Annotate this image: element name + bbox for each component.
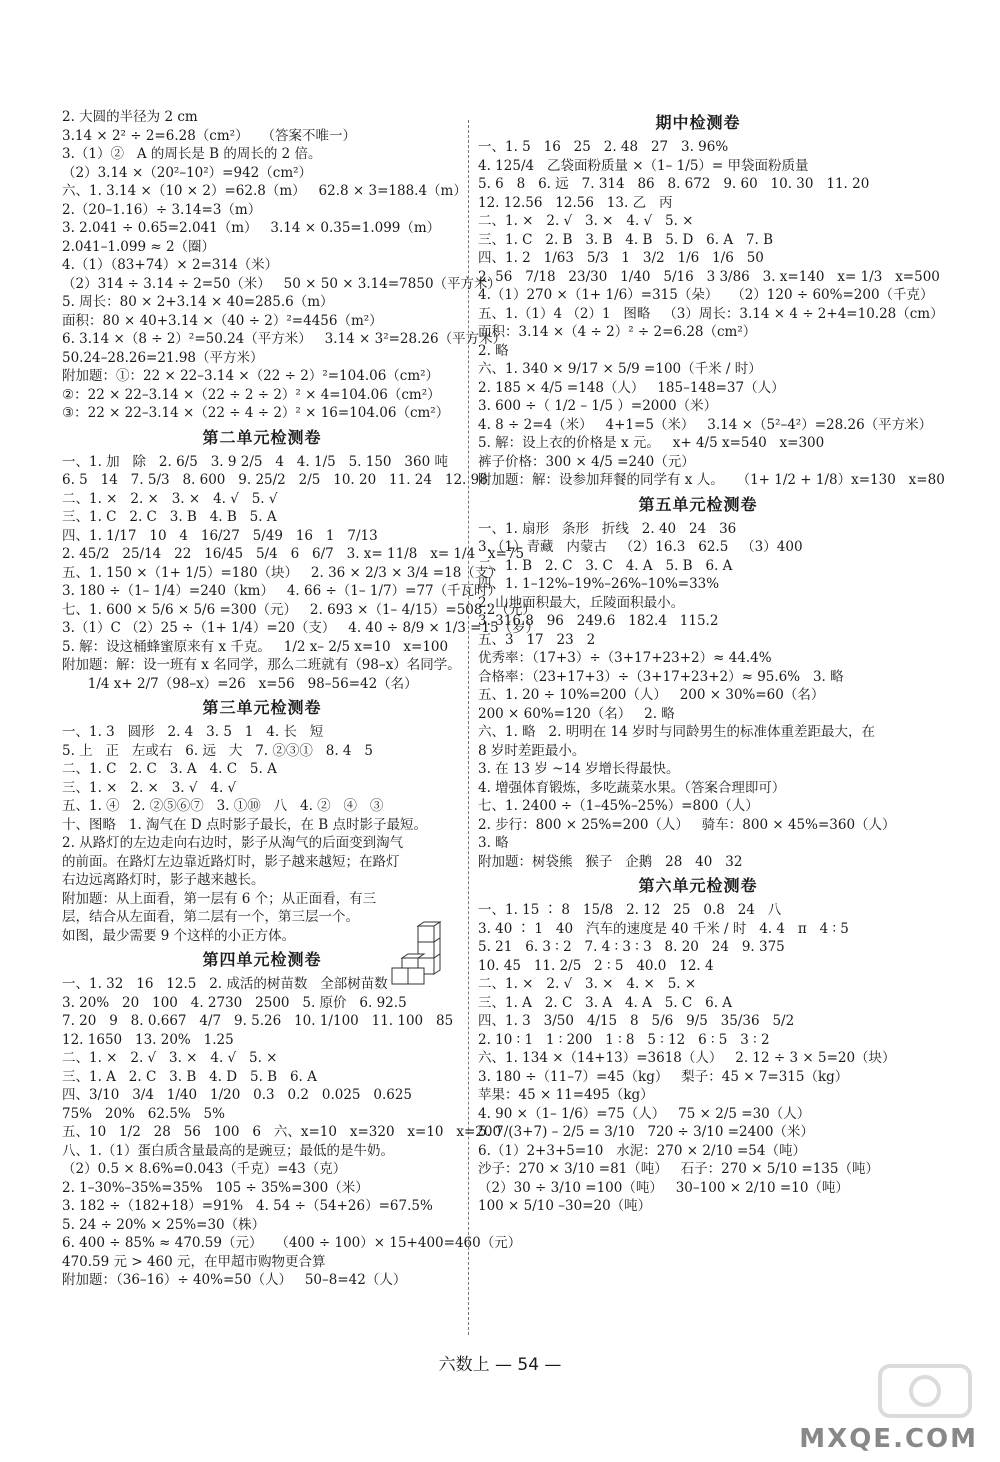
left-answer-line: 3. 182 ÷（182+18）=91% 4. 54 ÷（54+26）=67.5%: [62, 1198, 433, 1214]
right-answer-line: 四、1. 2 1/63 5/3 1 3/2 1/6 1/6 50: [478, 250, 764, 266]
left-section-title: 第四单元检测卷: [202, 950, 322, 969]
left-section-title: 第二单元检测卷: [202, 427, 322, 447]
left-answer-line: 2. 大圆的半径为 2 cm: [62, 109, 198, 125]
right-answer-line: 五、1.（1）4 （2）1 图略 （3）周长：3.14 × 4 ÷ 2+4=10.28（cm）: [478, 305, 944, 322]
left-answer-line: 层，结合从左面看，第二层有一个，第三层一个。: [62, 909, 359, 925]
right-answer-line: 优秀率：（17+3）÷（3+17+23+2）≈ 44.4%: [478, 650, 772, 666]
right-answer-line: 5. 6 8 6. 远 7. 314 86 8. 672 9. 60 10. 30 11. 20: [478, 176, 870, 192]
left-answer-line: （2）314 ÷ 3.14 ÷ 2=50（米） 50 × 50 × 3.14=7850（平方米）: [62, 275, 502, 292]
left-answer-line: ③：22 × 22–3.14 ×（22 ÷ 4 ÷ 2）² × 16=104.06（cm²）: [62, 405, 450, 421]
left-answer-line: 5. 解：设这桶蜂蜜原来有 x 千克。 1/2 x– 2/5 x=10 x=100: [62, 638, 449, 655]
right-answer-line: 3. 在 13 岁 ~14 岁增长得最快。: [478, 761, 680, 777]
left-answer-line: 的前面。在路灯左边靠近路灯时，影子越来越短；在路灯: [62, 853, 400, 870]
left-answer-line: 3.（1）C （2）25 ÷（1+ 1/4）=20（支） 4. 40 ÷ 8/9 × 1/3 =15（岁）: [62, 620, 540, 636]
left-answer-line: 如图，最少需要 9 个这样的小正方体。: [62, 927, 296, 944]
left-answer-line: 7. 20 9 8. 0.667 4/7 9. 5.26 10. 1/100 11. 100 85: [62, 1013, 454, 1029]
right-answer-line: 5. 7/(3+7) – 2/5 = 3/10 720 ÷ 3/10 =2400（米）: [478, 1124, 814, 1140]
right-answer-line: 3. 40 ∶ 1 40 汽车的速度是 40 千米 / 时 4. 4 π 4 ∶ 5: [478, 920, 849, 937]
right-answer-line: 3. 316.8 96 249.6 182.4 115.2: [478, 613, 719, 629]
left-answer-line: 3.14 × 2² ÷ 2=6.28（cm²） （答案不唯一）: [62, 127, 356, 144]
left-answer-line: 12. 1650 13. 20% 1.25: [62, 1031, 234, 1048]
left-answer-line: （2）3.14 ×（20²–10²）=942（cm²）: [62, 164, 313, 181]
left-answer-line: 四、3/10 3/4 1/40 1/20 0.3 0.2 0.025 0.625: [62, 1087, 413, 1103]
right-answer-line: 面积：3.14 ×（4 ÷ 2）² ÷ 2=6.28（cm²）: [478, 324, 757, 340]
right-answer-line: 四、1. 3 3/50 4/15 8 5/6 9/5 35/36 5/2: [478, 1013, 795, 1029]
right-answer-line: 2. 10 ∶ 1 1 ∶ 200 1 ∶ 8 5 ∶ 12 6 ∶ 5 3 ∶ 2: [478, 1031, 770, 1048]
right-answer-line: 2. 山地面积最大，丘陵面积最小。: [478, 594, 685, 611]
left-answer-line: 75% 20% 62.5% 5%: [62, 1105, 225, 1122]
left-answer-line: 470.59 元 > 460 元，在甲超市购物更合算: [62, 1253, 326, 1270]
left-answer-line: 1/4 x+ 2/7（98–x）=26 x=56 98–56=42（名）: [62, 675, 418, 692]
right-section-title: 第六单元检测卷: [638, 876, 758, 895]
right-answer-line: 8 岁时差距最小。: [478, 742, 586, 759]
right-answer-line: 六、1. 略 2. 明明在 14 岁时与同龄男生的标准体重差距最大，在: [478, 724, 875, 740]
left-answer-line: 一、1. 3 圆形 2. 4 3. 5 1 4. 长 短: [62, 724, 324, 740]
right-answer-line: 附加题：解：设参加拜餐的同学有 x 人。 （1+ 1/2 + 1/8）x=130 x=80: [478, 472, 945, 488]
right-answer-line: 2. 步行：800 × 25%=200（人） 骑车：800 × 45%=360（人）: [478, 816, 896, 833]
left-section-title: 第三单元检测卷: [202, 698, 322, 717]
left-answer-line: 五、10 1/2 28 56 100 6 六、x=10 x=320 x=10 x=200: [62, 1124, 502, 1140]
left-answer-line: 3. 2.041 ÷ 0.65=2.041（m） 3.14 × 0.35=1.099（m）: [62, 220, 441, 236]
right-answer-line: 2. 185 × 4/5 =148（人） 185–148=37（人）: [478, 379, 785, 396]
right-answer-line: 6.（1）2+3+5=10 水泥：270 × 2/10 =54（吨）: [478, 1142, 806, 1159]
watermark-text: MXQE.COM: [799, 1424, 978, 1454]
right-answer-line: 4. 8 ÷ 2=4（米） 4+1=5（米） 3.14 ×（5²–4²）=28.26（平方米）: [478, 416, 933, 433]
left-answer-line: 五、1. ④ 2. ②⑤⑥⑦ 3. ①⑩ 八 4. ② ④ ③: [62, 798, 384, 814]
left-answer-line: 2. 1–30%–35%=35% 105 ÷ 35%=300（米）: [62, 1179, 369, 1196]
right-answer-line: 二、1. B 2. C 3. C 4. A 5. B 6. A: [478, 557, 733, 574]
right-answer-line: 沙子：270 × 3/10 =81（吨） 石子：270 × 5/10 =135（吨）: [478, 1161, 879, 1177]
left-answer-line: 十、图略 1. 淘气在 D 点时影子最长，在 B 点时影子最短。: [62, 816, 427, 833]
left-answer-line: 五、1. 150 ×（1+ 1/5）=180（块） 2. 36 × 2/3 × 3/4 =18（支）: [62, 564, 502, 581]
left-answer-line: 一、1. 加 除 2. 6/5 3. 9 2/5 4 4. 1/5 5. 150 360 吨: [62, 453, 448, 470]
right-answer-line: 3. 180 ÷（11–7）=45（kg） 梨子：45 × 7=315（kg）: [478, 1068, 849, 1085]
left-answer-line: 二、1. × 2. × 3. × 4. √ 5. √: [62, 490, 278, 507]
left-answer-line: 附加题：（36–16）÷ 40%=50（人） 50–8=42（人）: [62, 1272, 407, 1288]
left-answer-line: 附加题：从上面看，第一层有 6 个；从正面看，有三: [62, 890, 377, 907]
left-answer-line: 5. 上 正 左或右 6. 远 大 7. ②③① 8. 4 5: [62, 742, 373, 759]
left-answer-line: 3.（1）② A 的周长是 B 的周长的 2 倍。: [62, 146, 322, 162]
left-answer-line: 一、1. 32 16 12.5 2. 成活的树苗数 全部树苗数: [62, 976, 388, 992]
left-answer-line: 右边远离路灯时，影子越来越长。: [62, 872, 265, 888]
right-answer-line: 六、1. 340 × 9/17 × 5/9 =100（千米 / 时）: [478, 361, 762, 377]
right-answer-line: 二、1. × 2. √ 3. × 4. √ 5. ×: [478, 213, 694, 229]
right-answer-line: 4. 增强体育锻炼，多吃蔬菜水果。（答案合理即可）: [478, 779, 786, 796]
left-answer-line: 6. 400 ÷ 85% ≈ 470.59（元） （400 ÷ 100）× 15+400=460（元）: [62, 1235, 522, 1251]
right-answer-line: 4.（1）270 ×（1+ 1/6）=315（朵） （2）120 ÷ 60%=200（千克）: [478, 287, 934, 303]
right-answer-line: 附加题：树袋熊 猴子 企鹅 28 40 32: [478, 853, 743, 870]
left-answer-line: 2. 从路灯的左边走向右边时，影子从淘气的后面变到淘气: [62, 835, 404, 851]
left-answer-line: 2.041–1.099 ≈ 2（圈）: [62, 238, 216, 255]
right-answer-line: 五、1. 20 ÷ 10%=200（人） 200 × 30%=60（名）: [478, 687, 825, 703]
left-answer-line: 6. 5 14 7. 5/3 8. 600 9. 25/2 2/5 10. 20 11. 24 12. 98: [62, 472, 488, 488]
right-answer-line: 苹果：45 × 11=495（kg）: [478, 1087, 654, 1103]
left-answer-line: 附加题：①：22 × 22–3.14 ×（22 ÷ 2）²=104.06（cm²）: [62, 368, 440, 384]
left-answer-line: 5. 周长：80 × 2+3.14 × 40=285.6（m）: [62, 294, 334, 310]
right-answer-line: 4. 125/4 乙袋面粉质量 ×（1– 1/5）= 甲袋面粉质量: [478, 157, 809, 174]
left-answer-line: 4.（1）（83+74）× 2=314（米）: [62, 257, 279, 273]
left-answer-line: 三、1. A 2. C 3. B 4. D 5. B 6. A: [62, 1068, 317, 1085]
left-answer-line: 二、1. × 2. √ 3. × 4. √ 5. ×: [62, 1050, 278, 1066]
right-answer-line: 2. 略: [478, 342, 509, 359]
right-answer-line: 一、1. 5 16 25 2. 48 27 3. 96%: [478, 139, 729, 155]
right-answer-line: 三、1. A 2. C 3. A 4. A 5. C 6. A: [478, 994, 733, 1011]
right-answer-line: 六、1. 134 ×（14+13）=3618（人） 2. 12 ÷ 3 × 5=20（块）: [478, 1050, 896, 1066]
right-answer-line: 五、3 17 23 2: [478, 631, 596, 648]
right-answer-line: 合格率：（23+17+3）÷（3+17+23+2）≈ 95.6% 3. 略: [478, 668, 844, 685]
column-divider: [468, 120, 469, 1335]
left-answer-line: 50.24–28.26=21.98（平方米）: [62, 349, 264, 366]
left-answer-line: 三、1. × 2. × 3. √ 4. √: [62, 779, 237, 796]
right-answer-line: 12. 12.56 12.56 13. 乙 丙: [478, 194, 673, 211]
left-answer-line: 2. 45/2 25/14 22 16/45 5/4 6 6/7 3. x= 11/8 x= 1/4 x=75: [62, 546, 525, 562]
right-answer-line: 3. 600 ÷（ 1/2 – 1/5 ）=2000（米）: [478, 398, 718, 414]
right-answer-line: 5. 解：设上衣的价格是 x 元。 x+ 4/5 x=540 x=300: [478, 435, 825, 451]
right-answer-line: 裤子价格：300 × 4/5 =240（元）: [478, 453, 695, 470]
right-answer-line: 5. 21 6. 3 ∶ 2 7. 4 ∶ 3 ∶ 3 8. 20 24 9. 375: [478, 939, 785, 955]
right-column: [478, 108, 945, 1216]
right-answer-line: 100 × 5/10 –30=20（吨）: [478, 1198, 652, 1214]
left-answer-line: 附加题：解：设一班有 x 名同学，那么二班就有（98–x）名同学。: [62, 657, 461, 673]
left-answer-line: 七、1. 600 × 5/6 × 5/6 =300（元） 2. 693 ×（1– 4/15）=508.2（元）: [62, 601, 536, 618]
right-answer-line: 10. 45 11. 2/5 2 ∶ 5 40.0 12. 4: [478, 957, 714, 974]
right-answer-line: 四、1. 1–12%–19%–26%–10%=33%: [478, 576, 720, 592]
left-answer-line: 2.（20–1.16）÷ 3.14=3（m）: [62, 201, 262, 218]
right-answer-line: 3. 略: [478, 835, 509, 851]
right-answer-line: 七、1. 2400 ÷（1–45%–25%）=800（人）: [478, 798, 759, 814]
left-answer-line: ②：22 × 22–3.14 ×（22 ÷ 2 ÷ 2）² × 4=104.06（cm²）: [62, 386, 441, 403]
right-section-title: 期中检测卷: [655, 113, 741, 132]
right-answer-line: 4. 90 ×（1– 1/6）=75（人） 75 × 2/5 =30（人）: [478, 1105, 811, 1122]
left-answer-line: 3. 180 ÷（1– 1/4）=240（km） 4. 66 ÷（1– 1/7）=77（千瓦时）: [62, 583, 502, 599]
left-answer-line: 面积：80 × 40+3.14 ×（40 ÷ 2）²=4456（m²）: [62, 312, 383, 329]
right-answer-line: 三、1. C 2. B 3. B 4. B 5. D 6. A 7. B: [478, 231, 774, 248]
left-answer-line: 6. 3.14 ×（8 ÷ 2）²=50.24（平方米） 3.14 × 3²=28.26（平方米）: [62, 331, 507, 347]
left-answer-line: （2）0.5 × 8.6%=0.043（千克）=43（克）: [62, 1161, 347, 1177]
right-answer-line: 二、1. × 2. √ 3. × 4. × 5. ×: [478, 976, 697, 992]
left-answer-line: 八、1.（1）蛋白质含量最高的是豌豆；最低的是牛奶。: [62, 1142, 394, 1159]
page-footer: 六数上 — 54 —: [438, 1355, 562, 1375]
right-answer-line: 200 × 60%=120（名） 2. 略: [478, 705, 675, 722]
right-answer-line: 2. 56 7/18 23/30 1/40 5/16 3 3/86 3. x=140 x= 1/3 x=500: [478, 268, 940, 285]
left-answer-line: 5. 24 ÷ 20% × 25%=30（株）: [62, 1216, 266, 1233]
right-answer-line: 一、1. 扇形 条形 折线 2. 40 24 36: [478, 520, 737, 537]
left-answer-line: 四、1. 1/17 10 4 16/27 5/49 16 1 7/13: [62, 527, 378, 544]
left-answer-line: 二、1. C 2. C 3. A 4. C 5. A: [62, 761, 277, 777]
right-answer-line: 一、1. 15 ∶ 8 15/8 2. 12 25 0.8 24 八: [478, 902, 782, 918]
left-answer-line: 3. 20% 20 100 4. 2730 2500 5. 原价 6. 92.5: [62, 994, 407, 1011]
left-answer-line: 三、1. C 2. C 3. B 4. B 5. A: [62, 509, 277, 525]
cube-stack-figure: [388, 922, 458, 986]
right-section-title: 第五单元检测卷: [638, 494, 758, 514]
right-answer-line: 3.（1）青藏 内蒙古 （2）16.3 62.5 （3）400: [478, 539, 803, 555]
left-answer-line: 六、1. 3.14 ×（10 × 2）=62.8（m） 62.8 × 3=188.4（m）: [62, 183, 467, 199]
right-answer-line: （2）30 ÷ 3/10 =100（吨） 30–100 × 2/10 =10（吨）: [478, 1179, 849, 1196]
